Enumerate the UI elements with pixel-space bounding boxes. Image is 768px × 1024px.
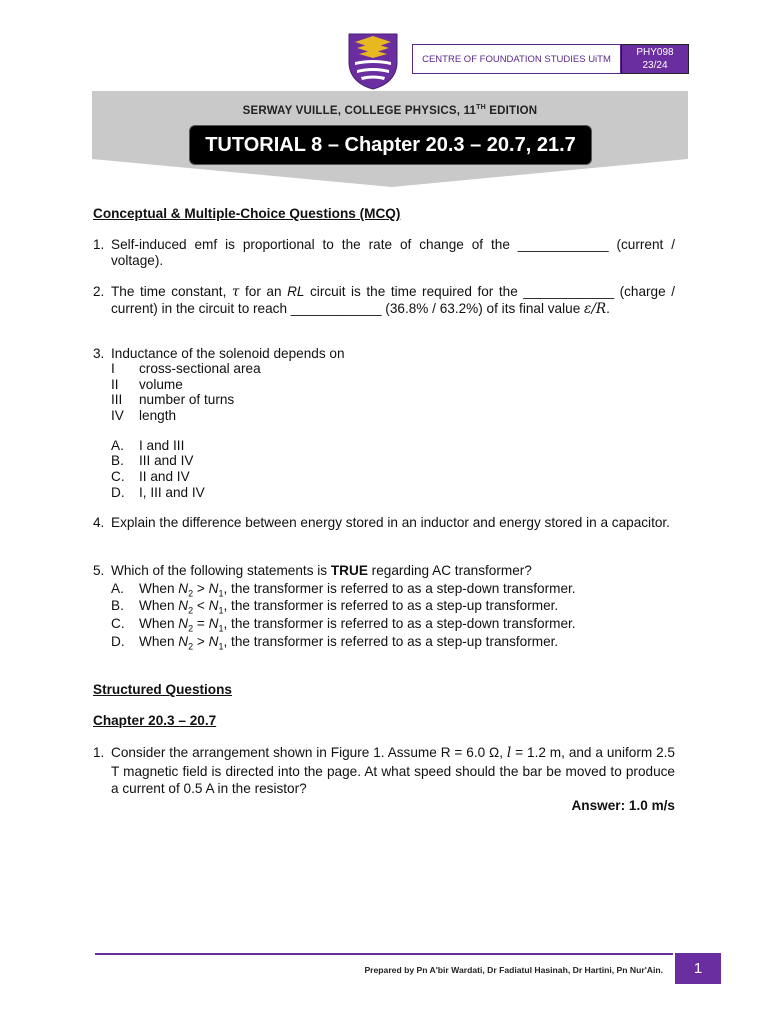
structured-heading: Structured Questions [93, 682, 232, 697]
question-number: 1. [93, 745, 105, 760]
question-text: Self-induced emf is proportional to the rate of change of the ____________ (current / voltage). [111, 237, 675, 268]
mcq-question-5 [93, 563, 675, 579]
true-emphasis: TRUE [330, 563, 368, 578]
edition-text: SERWAY VUILLE, COLLEGE PHYSICS, 11 [242, 104, 477, 117]
edition-suffix: EDITION [485, 104, 538, 117]
question-number: 5. [93, 563, 105, 578]
q2-mid: for an [239, 284, 288, 299]
mcq-question-2 [93, 284, 675, 317]
statement-iv: IV length [111, 408, 177, 423]
edition-sup: TH [476, 104, 486, 111]
prepared-by: Prepared by Pn A'bir Wardati, Dr Fadiatul Hasinah, Dr Hartini, Pn Nur'Ain. [364, 965, 663, 975]
mcq-question-3 [93, 346, 675, 362]
edition-line [92, 104, 688, 117]
centre-label: CENTRE OF FOUNDATION STUDIES UiTM [412, 44, 621, 74]
question-number: 1. [93, 237, 105, 252]
uitm-logo [347, 32, 399, 90]
rl-text: RL [287, 284, 305, 299]
question-text [111, 284, 675, 317]
option-c: C. II and IV [111, 469, 190, 484]
statement-iii: III number of turns [111, 392, 235, 407]
footer-divider [95, 953, 673, 955]
mcq-question-4 [93, 515, 675, 531]
answer: Answer: 1.0 m/s [571, 798, 675, 813]
question-text: Consider the arrangement shown in Figure 1. Assume R = 6.0 Ω, l = 1.2 m, and a uniform 2.5 T magnetic field is directed into the page. At what speed should the bar be moved to produce a current of 0.5 A in the resistor? [111, 745, 675, 797]
statement-i: I cross-sectional area [111, 361, 261, 376]
q5-option-b: B. When $N_2 < N_1$, the transformer is referred to as a step-up transformer. [111, 598, 559, 616]
q2-end: . [606, 300, 610, 316]
question-number: 4. [93, 515, 105, 530]
tutorial-title: TUTORIAL 8 – Chapter 20.3 – 20.7, 21.7 [190, 126, 591, 164]
mcq-question-1 [93, 237, 675, 268]
question-number: 2. [93, 284, 105, 299]
question-text: Which of the following statements is TRUE regarding AC transformer? [111, 563, 532, 578]
question-text: Inductance of the solenoid depends on [111, 346, 345, 361]
q2-pre: The time constant, [111, 284, 232, 299]
statement-ii: II volume [111, 377, 183, 392]
length-symbol: l [506, 745, 512, 761]
page-number: 1 [675, 953, 721, 984]
option-b: B. III and IV [111, 453, 194, 468]
chapter-heading: Chapter 20.3 – 20.7 [93, 713, 217, 728]
question-number: 3. [93, 346, 105, 361]
q2-rest: circuit is the time required for the ____________ (charge / current) in the circuit to reach ____________ (36.8% / 63.2%) of its final value [111, 284, 675, 316]
q5-option-d: D. When $N_2 > N_1$, the transformer is referred to as a step-up transformer. [111, 634, 559, 652]
emf-over-r: ε/R [584, 300, 607, 317]
option-d: D. I, III and IV [111, 485, 205, 500]
q5-option-a: A. When $N_2 > N_1$, the transformer is referred to as a step-down transformer. [111, 581, 576, 599]
tau-symbol: τ [231, 284, 240, 300]
course-code: PHY098 [636, 47, 674, 58]
structured-question-1 [93, 744, 675, 798]
mcq-heading: Conceptual & Multiple-Choice Questions (MCQ) [93, 206, 401, 221]
course-code-badge [621, 44, 689, 74]
question-text: Explain the difference between energy stored in an inductor and energy stored in a capacitor. [111, 515, 670, 530]
q5-option-c: C. When $N_2 = N_1$, the transformer is referred to as a step-down transformer. [111, 616, 576, 634]
session: 23/24 [642, 60, 668, 71]
option-a: A. I and III [111, 438, 185, 453]
